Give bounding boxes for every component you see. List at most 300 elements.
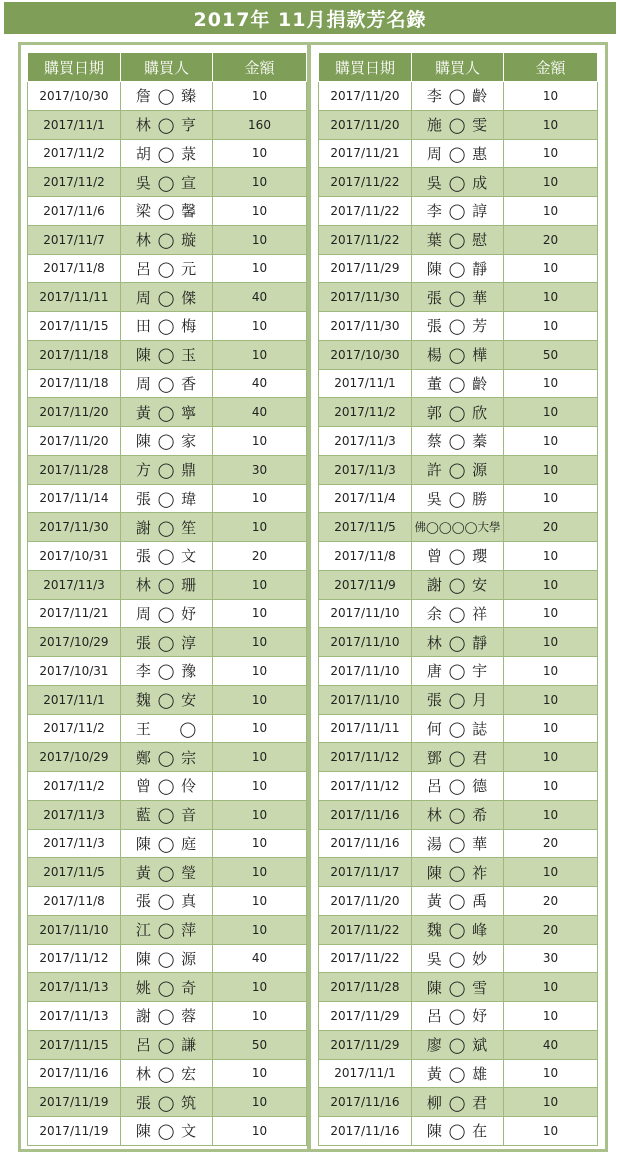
donor-table-left — [27, 52, 307, 1146]
donation-amount-cell: 20 — [504, 225, 598, 254]
donor-name-cell: 楊 ◯ 樺 — [412, 340, 504, 369]
table-row — [28, 887, 307, 916]
donor-name-cell: 葉 ◯ 慰 — [412, 225, 504, 254]
donor-name-cell: 張 ◯ 瑋 — [121, 484, 213, 513]
donation-date-cell: 2017/11/1 — [319, 369, 412, 398]
donor-name-cell: 周 ◯ 惠 — [412, 139, 504, 168]
donation-date-cell: 2017/11/11 — [319, 714, 412, 743]
table-row — [28, 599, 307, 628]
donor-name-cell: 黃 ◯ 寧 — [121, 398, 213, 427]
table-row — [319, 197, 598, 226]
donation-amount-cell: 30 — [213, 455, 307, 484]
table-row — [319, 340, 598, 369]
table-row — [319, 887, 598, 916]
donation-amount-cell: 10 — [213, 887, 307, 916]
donation-date-cell: 2017/11/12 — [319, 772, 412, 801]
donation-date-cell: 2017/11/1 — [319, 1059, 412, 1088]
donor-name-cell: 曾 ◯ 伶 — [121, 772, 213, 801]
donation-amount-cell: 40 — [213, 283, 307, 312]
donation-date-cell: 2017/11/30 — [319, 312, 412, 341]
donation-date-cell: 2017/11/3 — [28, 800, 121, 829]
donation-date-cell: 2017/11/3 — [28, 570, 121, 599]
donor-name-cell: 吳 ◯ 妙 — [412, 944, 504, 973]
table-row — [28, 340, 307, 369]
table-row — [319, 570, 598, 599]
donation-amount-cell: 10 — [504, 197, 598, 226]
donation-amount-cell: 10 — [213, 915, 307, 944]
donation-date-cell: 2017/11/4 — [319, 484, 412, 513]
donation-date-cell: 2017/11/10 — [319, 628, 412, 657]
page-title: 2017年 11月捐款芳名錄 — [4, 2, 616, 34]
donation-date-cell: 2017/11/18 — [28, 340, 121, 369]
table-row — [319, 599, 598, 628]
donation-amount-cell: 40 — [213, 369, 307, 398]
donation-date-cell: 2017/11/10 — [319, 685, 412, 714]
donation-amount-cell: 10 — [504, 714, 598, 743]
donation-amount-cell: 10 — [504, 685, 598, 714]
donor-name-cell: 郭 ◯ 欣 — [412, 398, 504, 427]
table-row — [319, 944, 598, 973]
donation-date-cell: 2017/11/16 — [319, 1117, 412, 1146]
donation-amount-cell: 10 — [504, 254, 598, 283]
donation-amount-cell: 10 — [213, 714, 307, 743]
table-row — [28, 254, 307, 283]
donor-name-cell: 林 ◯ 宏 — [121, 1059, 213, 1088]
donor-rows-left — [28, 82, 307, 1146]
donation-amount-cell: 10 — [213, 570, 307, 599]
donor-name-cell: 周 ◯ 香 — [121, 369, 213, 398]
donation-date-cell: 2017/11/12 — [28, 944, 121, 973]
donor-name-cell: 王 ◯ — [121, 714, 213, 743]
donation-date-cell: 2017/11/22 — [319, 944, 412, 973]
donation-amount-cell: 10 — [213, 312, 307, 341]
donation-amount-cell: 30 — [504, 944, 598, 973]
donation-amount-cell: 10 — [504, 427, 598, 456]
donation-date-cell: 2017/11/17 — [319, 858, 412, 887]
table-row — [319, 369, 598, 398]
table-row — [28, 398, 307, 427]
donor-name-cell: 林 ◯ 珊 — [121, 570, 213, 599]
donation-amount-cell: 10 — [213, 772, 307, 801]
donor-name-cell: 鄧 ◯ 君 — [412, 743, 504, 772]
table-row — [28, 772, 307, 801]
donor-name-cell: 陳 ◯ 家 — [121, 427, 213, 456]
table-row — [319, 513, 598, 542]
donation-amount-cell: 10 — [504, 110, 598, 139]
donation-amount-cell: 10 — [213, 599, 307, 628]
table-row — [28, 714, 307, 743]
donation-amount-cell: 10 — [213, 513, 307, 542]
donor-name-cell: 呂 ◯ 妤 — [412, 1002, 504, 1031]
donor-table-left-column — [27, 52, 307, 1146]
donation-amount-cell: 10 — [213, 484, 307, 513]
column-divider — [307, 42, 311, 1152]
donor-name-cell: 魏 ◯ 峰 — [412, 915, 504, 944]
donation-amount-cell: 10 — [213, 1117, 307, 1146]
donation-amount-cell: 10 — [504, 1002, 598, 1031]
donation-amount-cell: 10 — [504, 800, 598, 829]
table-row — [28, 1030, 307, 1059]
donation-date-cell: 2017/11/2 — [28, 772, 121, 801]
table-row — [28, 369, 307, 398]
donor-name-cell: 湯 ◯ 華 — [412, 829, 504, 858]
donor-name-cell: 李 ◯ 諄 — [412, 197, 504, 226]
donor-name-cell: 田 ◯ 梅 — [121, 312, 213, 341]
donation-date-cell: 2017/10/29 — [28, 743, 121, 772]
table-row — [319, 657, 598, 686]
table-row — [28, 197, 307, 226]
donation-date-cell: 2017/11/13 — [28, 973, 121, 1002]
table-row — [319, 858, 598, 887]
donor-name-cell: 蔡 ◯ 蓁 — [412, 427, 504, 456]
donor-name-cell: 陳 ◯ 雪 — [412, 973, 504, 1002]
donor-name-cell: 李 ◯ 齡 — [412, 82, 504, 111]
donor-name-cell: 周 ◯ 傑 — [121, 283, 213, 312]
donation-date-cell: 2017/11/21 — [319, 139, 412, 168]
donor-name-cell: 呂 ◯ 德 — [412, 772, 504, 801]
donation-date-cell: 2017/10/30 — [319, 340, 412, 369]
donation-date-cell: 2017/11/3 — [319, 427, 412, 456]
table-row — [28, 628, 307, 657]
table-row — [319, 82, 598, 111]
table-row — [28, 858, 307, 887]
table-row — [28, 800, 307, 829]
donation-amount-cell: 10 — [504, 570, 598, 599]
header-name: 購買人 — [412, 53, 504, 82]
table-row — [319, 743, 598, 772]
table-row — [28, 915, 307, 944]
donation-date-cell: 2017/11/8 — [28, 887, 121, 916]
donation-date-cell: 2017/11/1 — [28, 685, 121, 714]
donor-name-cell: 梁 ◯ 馨 — [121, 197, 213, 226]
donation-date-cell: 2017/11/28 — [319, 973, 412, 1002]
table-row — [319, 455, 598, 484]
donation-date-cell: 2017/11/8 — [319, 542, 412, 571]
donation-date-cell: 2017/11/20 — [319, 887, 412, 916]
donation-amount-cell: 10 — [213, 197, 307, 226]
donation-amount-cell: 10 — [504, 542, 598, 571]
donor-name-cell: 陳 ◯ 庭 — [121, 829, 213, 858]
header-amount: 金額 — [213, 53, 307, 82]
donation-date-cell: 2017/11/22 — [319, 225, 412, 254]
table-row — [28, 829, 307, 858]
donation-amount-cell: 10 — [504, 484, 598, 513]
donor-name-cell: 鄭 ◯ 宗 — [121, 743, 213, 772]
header-date: 購買日期 — [28, 53, 121, 82]
donation-date-cell: 2017/11/2 — [28, 168, 121, 197]
donor-name-cell: 曾 ◯ 瓔 — [412, 542, 504, 571]
donor-name-cell: 吳 ◯ 勝 — [412, 484, 504, 513]
table-row — [28, 542, 307, 571]
donation-amount-cell: 10 — [504, 772, 598, 801]
donation-date-cell: 2017/11/16 — [319, 1088, 412, 1117]
donation-amount-cell: 10 — [504, 168, 598, 197]
table-row — [319, 168, 598, 197]
table-row — [28, 944, 307, 973]
table-row — [319, 973, 598, 1002]
donor-name-cell: 魏 ◯ 安 — [121, 685, 213, 714]
table-row — [28, 139, 307, 168]
table-row — [28, 225, 307, 254]
donor-name-cell: 黃 ◯ 瑩 — [121, 858, 213, 887]
donor-name-cell: 藍 ◯ 音 — [121, 800, 213, 829]
donation-date-cell: 2017/11/1 — [28, 110, 121, 139]
table-row — [319, 110, 598, 139]
table-row — [319, 1059, 598, 1088]
donation-amount-cell: 10 — [213, 168, 307, 197]
donation-amount-cell: 10 — [504, 628, 598, 657]
donor-name-cell: 陳 ◯ 源 — [121, 944, 213, 973]
header-amount: 金額 — [504, 53, 598, 82]
donation-date-cell: 2017/11/10 — [319, 599, 412, 628]
table-row — [28, 1059, 307, 1088]
donation-amount-cell: 10 — [504, 1117, 598, 1146]
donor-name-cell: 謝 ◯ 笙 — [121, 513, 213, 542]
donor-name-cell: 張 ◯ 筑 — [121, 1088, 213, 1117]
donation-amount-cell: 10 — [213, 427, 307, 456]
donor-name-cell: 謝 ◯ 蓉 — [121, 1002, 213, 1031]
donation-amount-cell: 10 — [504, 1059, 598, 1088]
donor-name-cell: 吳 ◯ 成 — [412, 168, 504, 197]
donation-date-cell: 2017/11/21 — [28, 599, 121, 628]
donation-date-cell: 2017/11/16 — [319, 800, 412, 829]
table-row — [28, 513, 307, 542]
table-row — [28, 283, 307, 312]
donor-name-cell: 余 ◯ 祥 — [412, 599, 504, 628]
donation-date-cell: 2017/10/31 — [28, 542, 121, 571]
donation-amount-cell: 10 — [213, 1059, 307, 1088]
donor-name-cell: 吳 ◯ 宣 — [121, 168, 213, 197]
table-row — [28, 685, 307, 714]
donation-date-cell: 2017/11/20 — [28, 398, 121, 427]
donation-amount-cell: 10 — [504, 858, 598, 887]
donation-amount-cell: 10 — [504, 82, 598, 111]
donation-date-cell: 2017/11/9 — [319, 570, 412, 599]
donation-date-cell: 2017/10/29 — [28, 628, 121, 657]
donation-date-cell: 2017/11/20 — [319, 82, 412, 111]
donation-date-cell: 2017/11/16 — [28, 1059, 121, 1088]
donation-amount-cell: 10 — [213, 800, 307, 829]
donor-name-cell: 林 ◯ 亨 — [121, 110, 213, 139]
table-row — [319, 829, 598, 858]
table-row — [319, 542, 598, 571]
donation-amount-cell: 10 — [213, 340, 307, 369]
table-header-row — [28, 53, 307, 82]
table-row — [319, 1002, 598, 1031]
donation-date-cell: 2017/11/15 — [28, 1030, 121, 1059]
table-row — [28, 110, 307, 139]
table-row — [28, 312, 307, 341]
donation-amount-cell: 10 — [213, 657, 307, 686]
table-row — [28, 82, 307, 111]
table-row — [319, 312, 598, 341]
table-row — [319, 1117, 598, 1146]
donor-name-cell: 林 ◯ 希 — [412, 800, 504, 829]
donor-name-cell: 陳 ◯ 靜 — [412, 254, 504, 283]
donation-date-cell: 2017/11/10 — [319, 657, 412, 686]
donation-date-cell: 2017/11/11 — [28, 283, 121, 312]
donation-amount-cell: 40 — [213, 398, 307, 427]
donor-name-cell: 張 ◯ 文 — [121, 542, 213, 571]
donation-amount-cell: 20 — [504, 829, 598, 858]
table-row — [28, 484, 307, 513]
table-row — [319, 628, 598, 657]
table-row — [319, 915, 598, 944]
donation-date-cell: 2017/11/2 — [28, 714, 121, 743]
donor-name-cell: 陳 ◯ 在 — [412, 1117, 504, 1146]
donation-amount-cell: 10 — [504, 1088, 598, 1117]
donor-name-cell: 姚 ◯ 奇 — [121, 973, 213, 1002]
donor-name-cell: 李 ◯ 豫 — [121, 657, 213, 686]
donation-amount-cell: 10 — [213, 858, 307, 887]
donation-date-cell: 2017/11/10 — [28, 915, 121, 944]
donation-amount-cell: 10 — [213, 685, 307, 714]
donation-date-cell: 2017/11/20 — [319, 110, 412, 139]
donation-date-cell: 2017/11/6 — [28, 197, 121, 226]
table-row — [319, 398, 598, 427]
donor-name-cell: 許 ◯ 源 — [412, 455, 504, 484]
donation-date-cell: 2017/11/19 — [28, 1117, 121, 1146]
donation-amount-cell: 10 — [504, 369, 598, 398]
donor-name-cell: 胡 ◯ 菉 — [121, 139, 213, 168]
donation-date-cell: 2017/11/16 — [319, 829, 412, 858]
donor-name-cell: 施 ◯ 雯 — [412, 110, 504, 139]
donation-amount-cell: 10 — [504, 973, 598, 1002]
donation-amount-cell: 10 — [213, 1002, 307, 1031]
donation-date-cell: 2017/11/29 — [319, 1002, 412, 1031]
table-row — [319, 1030, 598, 1059]
donor-name-cell: 唐 ◯ 宇 — [412, 657, 504, 686]
donor-name-cell: 張 ◯ 華 — [412, 283, 504, 312]
donation-amount-cell: 40 — [504, 1030, 598, 1059]
header-date: 購買日期 — [319, 53, 412, 82]
donation-amount-cell: 10 — [213, 973, 307, 1002]
donor-rows-right — [319, 82, 598, 1146]
donor-name-cell: 林 ◯ 靜 — [412, 628, 504, 657]
donation-amount-cell: 10 — [504, 455, 598, 484]
donation-amount-cell: 10 — [504, 312, 598, 341]
donation-date-cell: 2017/11/5 — [28, 858, 121, 887]
donor-name-cell: 佛◯◯◯◯大學 — [412, 513, 504, 542]
donor-name-cell: 柳 ◯ 君 — [412, 1088, 504, 1117]
donor-name-cell: 方 ◯ 鼎 — [121, 455, 213, 484]
table-row — [28, 168, 307, 197]
donation-date-cell: 2017/11/5 — [319, 513, 412, 542]
donor-table-right-column — [318, 52, 598, 1146]
table-row — [319, 427, 598, 456]
donation-date-cell: 2017/11/13 — [28, 1002, 121, 1031]
donation-date-cell: 2017/11/2 — [28, 139, 121, 168]
donor-table-right — [318, 52, 598, 1146]
donor-name-cell: 謝 ◯ 安 — [412, 570, 504, 599]
donation-date-cell: 2017/11/29 — [319, 1030, 412, 1059]
donation-amount-cell: 10 — [504, 139, 598, 168]
donation-amount-cell: 10 — [504, 283, 598, 312]
donation-amount-cell: 20 — [504, 887, 598, 916]
table-row — [319, 139, 598, 168]
donation-amount-cell: 50 — [504, 340, 598, 369]
donation-amount-cell: 20 — [504, 915, 598, 944]
donation-date-cell: 2017/11/14 — [28, 484, 121, 513]
donation-date-cell: 2017/10/30 — [28, 82, 121, 111]
donation-date-cell: 2017/11/3 — [319, 455, 412, 484]
donor-name-cell: 陳 ◯ 祚 — [412, 858, 504, 887]
donation-amount-cell: 10 — [504, 743, 598, 772]
donation-amount-cell: 40 — [213, 944, 307, 973]
donation-amount-cell: 10 — [504, 398, 598, 427]
donation-date-cell: 2017/11/3 — [28, 829, 121, 858]
table-row — [319, 772, 598, 801]
donor-name-cell: 張 ◯ 真 — [121, 887, 213, 916]
donation-date-cell: 2017/11/8 — [28, 254, 121, 283]
table-row — [28, 455, 307, 484]
table-row — [28, 1002, 307, 1031]
donor-name-cell: 林 ◯ 璇 — [121, 225, 213, 254]
table-row — [319, 484, 598, 513]
donor-name-cell: 何 ◯ 誌 — [412, 714, 504, 743]
donation-amount-cell: 10 — [213, 743, 307, 772]
donor-name-cell: 呂 ◯ 元 — [121, 254, 213, 283]
donation-amount-cell: 50 — [213, 1030, 307, 1059]
table-row — [319, 714, 598, 743]
donor-name-cell: 張 ◯ 芳 — [412, 312, 504, 341]
table-row — [28, 973, 307, 1002]
donation-date-cell: 2017/11/19 — [28, 1088, 121, 1117]
table-row — [319, 254, 598, 283]
donation-date-cell: 2017/11/7 — [28, 225, 121, 254]
donor-name-cell: 陳 ◯ 玉 — [121, 340, 213, 369]
table-row — [28, 1117, 307, 1146]
donation-date-cell: 2017/11/20 — [28, 427, 121, 456]
table-row — [319, 800, 598, 829]
table-row — [319, 225, 598, 254]
donation-amount-cell: 20 — [213, 542, 307, 571]
donor-name-cell: 張 ◯ 月 — [412, 685, 504, 714]
donation-amount-cell: 10 — [213, 225, 307, 254]
donor-name-cell: 黃 ◯ 雄 — [412, 1059, 504, 1088]
donor-name-cell: 呂 ◯ 謙 — [121, 1030, 213, 1059]
donation-date-cell: 2017/11/22 — [319, 915, 412, 944]
donation-amount-cell: 10 — [504, 599, 598, 628]
table-header-row — [319, 53, 598, 82]
donor-name-cell: 江 ◯ 萍 — [121, 915, 213, 944]
donation-date-cell: 2017/11/29 — [319, 254, 412, 283]
donation-amount-cell: 10 — [213, 1088, 307, 1117]
donation-amount-cell: 10 — [213, 139, 307, 168]
donation-date-cell: 2017/11/2 — [319, 398, 412, 427]
donation-date-cell: 2017/11/15 — [28, 312, 121, 341]
table-row — [28, 427, 307, 456]
donor-name-cell: 陳 ◯ 文 — [121, 1117, 213, 1146]
table-row — [319, 283, 598, 312]
donation-amount-cell: 160 — [213, 110, 307, 139]
table-row — [28, 657, 307, 686]
donation-date-cell: 2017/11/22 — [319, 197, 412, 226]
donor-name-cell: 詹 ◯ 臻 — [121, 82, 213, 111]
donation-amount-cell: 10 — [213, 628, 307, 657]
donation-date-cell: 2017/11/30 — [28, 513, 121, 542]
donation-date-cell: 2017/11/12 — [319, 743, 412, 772]
donation-amount-cell: 10 — [213, 829, 307, 858]
donation-amount-cell: 10 — [504, 657, 598, 686]
donation-date-cell: 2017/11/30 — [319, 283, 412, 312]
donation-amount-cell: 10 — [213, 82, 307, 111]
donation-date-cell: 2017/11/28 — [28, 455, 121, 484]
donor-name-cell: 周 ◯ 妤 — [121, 599, 213, 628]
table-row — [28, 1088, 307, 1117]
donor-name-cell: 董 ◯ 齡 — [412, 369, 504, 398]
donation-amount-cell: 20 — [504, 513, 598, 542]
